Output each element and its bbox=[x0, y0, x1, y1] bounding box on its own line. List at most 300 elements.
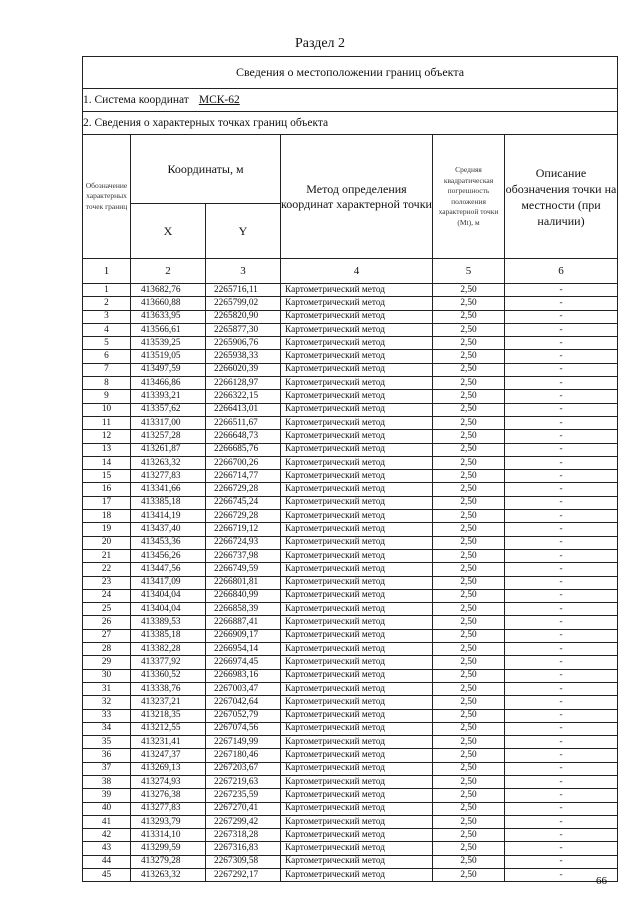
method: Картометрический метод bbox=[281, 603, 433, 616]
table-row bbox=[83, 829, 618, 842]
table-row bbox=[83, 337, 618, 350]
point-number: 43 bbox=[83, 842, 131, 855]
table-row bbox=[83, 775, 618, 788]
description-value: - bbox=[505, 536, 618, 549]
description-value: - bbox=[505, 403, 618, 416]
point-number: 9 bbox=[83, 390, 131, 403]
coord-y: 2266724,93 bbox=[206, 536, 281, 549]
coord-y: 2266128,97 bbox=[206, 377, 281, 390]
error-value: 2,50 bbox=[433, 363, 505, 376]
coord-y: 2266737,98 bbox=[206, 549, 281, 562]
coordinate-system-value: МСК-62 bbox=[198, 94, 240, 106]
coord-y: 2265906,76 bbox=[206, 337, 281, 350]
error-value: 2,50 bbox=[433, 536, 505, 549]
description-value: - bbox=[505, 669, 618, 682]
description-value: - bbox=[505, 682, 618, 695]
point-number: 27 bbox=[83, 629, 131, 642]
coord-x: 413357,62 bbox=[131, 403, 206, 416]
coord-x: 413263,32 bbox=[131, 456, 206, 469]
error-value: 2,50 bbox=[433, 616, 505, 629]
table-row bbox=[83, 310, 618, 323]
description-value: - bbox=[505, 523, 618, 536]
method: Картометрический метод bbox=[281, 802, 433, 815]
table-row bbox=[83, 297, 618, 310]
table-row bbox=[83, 430, 618, 443]
point-number: 33 bbox=[83, 709, 131, 722]
coord-y: 2267309,58 bbox=[206, 855, 281, 868]
description-value: - bbox=[505, 549, 618, 562]
coord-y: 2266858,39 bbox=[206, 603, 281, 616]
header-method: Метод определения координат характерной точки bbox=[281, 135, 433, 259]
method: Картометрический метод bbox=[281, 749, 433, 762]
coord-y: 2265820,90 bbox=[206, 310, 281, 323]
header-x: X bbox=[131, 204, 206, 259]
error-value: 2,50 bbox=[433, 643, 505, 656]
coord-x: 413263,32 bbox=[131, 869, 206, 882]
description-value: - bbox=[505, 456, 618, 469]
coord-y: 2266511,67 bbox=[206, 416, 281, 429]
error-value: 2,50 bbox=[433, 589, 505, 602]
coord-y: 2265799,02 bbox=[206, 297, 281, 310]
description-value: - bbox=[505, 775, 618, 788]
table-row bbox=[83, 390, 618, 403]
description-value: - bbox=[505, 323, 618, 336]
description-value: - bbox=[505, 390, 618, 403]
method: Картометрический метод bbox=[281, 629, 433, 642]
method: Картометрический метод bbox=[281, 563, 433, 576]
method: Картометрический метод bbox=[281, 669, 433, 682]
method: Картометрический метод bbox=[281, 323, 433, 336]
method: Картометрический метод bbox=[281, 789, 433, 802]
method: Картометрический метод bbox=[281, 736, 433, 749]
error-value: 2,50 bbox=[433, 669, 505, 682]
point-number: 41 bbox=[83, 815, 131, 828]
table-row bbox=[83, 470, 618, 483]
error-value: 2,50 bbox=[433, 656, 505, 669]
coord-y: 2267074,56 bbox=[206, 722, 281, 735]
point-number: 18 bbox=[83, 510, 131, 523]
description-value: - bbox=[505, 496, 618, 509]
coord-x: 413212,55 bbox=[131, 722, 206, 735]
method: Картометрический метод bbox=[281, 430, 433, 443]
coord-x: 413404,04 bbox=[131, 603, 206, 616]
header-coordinates: Координаты, м bbox=[131, 135, 281, 204]
table-row bbox=[83, 523, 618, 536]
method: Картометрический метод bbox=[281, 536, 433, 549]
header-error: Средняя квадратическая погрешность положения характерной точки (Mt), м bbox=[433, 135, 505, 259]
coord-x: 413237,21 bbox=[131, 696, 206, 709]
description-value: - bbox=[505, 589, 618, 602]
coord-x: 413497,59 bbox=[131, 363, 206, 376]
point-number: 32 bbox=[83, 696, 131, 709]
method: Картометрический метод bbox=[281, 842, 433, 855]
error-value: 2,50 bbox=[433, 815, 505, 828]
description-value: - bbox=[505, 510, 618, 523]
table-row bbox=[83, 815, 618, 828]
point-number: 31 bbox=[83, 682, 131, 695]
coord-y: 2266974,45 bbox=[206, 656, 281, 669]
description-value: - bbox=[505, 842, 618, 855]
table-row bbox=[83, 722, 618, 735]
coord-y: 2266729,28 bbox=[206, 483, 281, 496]
method: Картометрический метод bbox=[281, 855, 433, 868]
method: Картометрический метод bbox=[281, 775, 433, 788]
description-value: - bbox=[505, 563, 618, 576]
error-value: 2,50 bbox=[433, 829, 505, 842]
page-number: 66 bbox=[596, 875, 607, 887]
description-value: - bbox=[505, 616, 618, 629]
point-number: 38 bbox=[83, 775, 131, 788]
point-number: 16 bbox=[83, 483, 131, 496]
description-value: - bbox=[505, 629, 618, 642]
error-value: 2,50 bbox=[433, 510, 505, 523]
coord-y: 2266909,17 bbox=[206, 629, 281, 642]
table-row bbox=[83, 510, 618, 523]
error-value: 2,50 bbox=[433, 629, 505, 642]
table-row bbox=[83, 709, 618, 722]
column-number: 2 bbox=[131, 259, 206, 284]
coord-x: 413360,52 bbox=[131, 669, 206, 682]
table-row bbox=[83, 736, 618, 749]
method: Картометрический метод bbox=[281, 829, 433, 842]
coord-x: 413276,38 bbox=[131, 789, 206, 802]
error-value: 2,50 bbox=[433, 762, 505, 775]
error-value: 2,50 bbox=[433, 789, 505, 802]
description-value: - bbox=[505, 576, 618, 589]
point-number: 36 bbox=[83, 749, 131, 762]
method: Картометрический метод bbox=[281, 709, 433, 722]
method: Картометрический метод bbox=[281, 483, 433, 496]
table-row bbox=[83, 696, 618, 709]
error-value: 2,50 bbox=[433, 802, 505, 815]
coord-y: 2265938,33 bbox=[206, 350, 281, 363]
point-number: 20 bbox=[83, 536, 131, 549]
table-row bbox=[83, 284, 618, 297]
error-value: 2,50 bbox=[433, 390, 505, 403]
point-number: 30 bbox=[83, 669, 131, 682]
column-number: 5 bbox=[433, 259, 505, 284]
coord-y: 2266322,15 bbox=[206, 390, 281, 403]
table-row bbox=[83, 616, 618, 629]
coord-x: 413377,92 bbox=[131, 656, 206, 669]
table-row bbox=[83, 443, 618, 456]
point-number: 29 bbox=[83, 656, 131, 669]
method: Картометрический метод bbox=[281, 496, 433, 509]
point-number: 14 bbox=[83, 456, 131, 469]
description-value: - bbox=[505, 284, 618, 297]
coord-x: 413341,66 bbox=[131, 483, 206, 496]
method: Картометрический метод bbox=[281, 616, 433, 629]
table-row bbox=[83, 350, 618, 363]
point-number: 12 bbox=[83, 430, 131, 443]
error-value: 2,50 bbox=[433, 842, 505, 855]
description-value: - bbox=[505, 789, 618, 802]
coord-x: 413682,76 bbox=[131, 284, 206, 297]
error-value: 2,50 bbox=[433, 576, 505, 589]
method: Картометрический метод bbox=[281, 576, 433, 589]
coord-x: 413277,83 bbox=[131, 470, 206, 483]
table-row bbox=[83, 416, 618, 429]
column-number: 3 bbox=[206, 259, 281, 284]
method: Картометрический метод bbox=[281, 337, 433, 350]
coord-x: 413456,26 bbox=[131, 549, 206, 562]
coord-y: 2266020,39 bbox=[206, 363, 281, 376]
coord-y: 2267316,83 bbox=[206, 842, 281, 855]
description-value: - bbox=[505, 802, 618, 815]
coord-y: 2265716,11 bbox=[206, 284, 281, 297]
coord-x: 413519,05 bbox=[131, 350, 206, 363]
description-value: - bbox=[505, 829, 618, 842]
coord-x: 413660,88 bbox=[131, 297, 206, 310]
method: Картометрический метод bbox=[281, 403, 433, 416]
coord-x: 413257,28 bbox=[131, 430, 206, 443]
table-row bbox=[83, 762, 618, 775]
table-row bbox=[83, 629, 618, 642]
coord-y: 2267003,47 bbox=[206, 682, 281, 695]
point-number: 45 bbox=[83, 869, 131, 882]
point-number: 42 bbox=[83, 829, 131, 842]
method: Картометрический метод bbox=[281, 363, 433, 376]
coord-x: 413269,13 bbox=[131, 762, 206, 775]
method: Картометрический метод bbox=[281, 297, 433, 310]
column-number: 1 bbox=[83, 259, 131, 284]
point-number: 23 bbox=[83, 576, 131, 589]
point-number: 6 bbox=[83, 350, 131, 363]
coord-y: 2266719,12 bbox=[206, 523, 281, 536]
method: Картометрический метод bbox=[281, 762, 433, 775]
error-value: 2,50 bbox=[433, 709, 505, 722]
table-row bbox=[83, 669, 618, 682]
table-row bbox=[83, 403, 618, 416]
table-row bbox=[83, 682, 618, 695]
coord-x: 413277,83 bbox=[131, 802, 206, 815]
method: Картометрический метод bbox=[281, 456, 433, 469]
method: Картометрический метод bbox=[281, 643, 433, 656]
table-row bbox=[83, 789, 618, 802]
coord-x: 413414,19 bbox=[131, 510, 206, 523]
description-value: - bbox=[505, 709, 618, 722]
coord-y: 2267270,41 bbox=[206, 802, 281, 815]
error-value: 2,50 bbox=[433, 456, 505, 469]
table-row bbox=[83, 869, 618, 882]
point-number: 25 bbox=[83, 603, 131, 616]
method: Картометрический метод bbox=[281, 549, 433, 562]
coord-x: 413317,00 bbox=[131, 416, 206, 429]
point-number: 39 bbox=[83, 789, 131, 802]
description-value: - bbox=[505, 656, 618, 669]
coord-x: 413633,95 bbox=[131, 310, 206, 323]
table-row bbox=[83, 576, 618, 589]
error-value: 2,50 bbox=[433, 377, 505, 390]
description-value: - bbox=[505, 350, 618, 363]
description-value: - bbox=[505, 297, 618, 310]
error-value: 2,50 bbox=[433, 430, 505, 443]
points-heading: 2. Сведения о характерных точках границ объекта bbox=[83, 112, 618, 135]
method: Картометрический метод bbox=[281, 682, 433, 695]
description-value: - bbox=[505, 363, 618, 376]
table-row bbox=[83, 549, 618, 562]
point-number: 7 bbox=[83, 363, 131, 376]
description-value: - bbox=[505, 337, 618, 350]
point-number: 35 bbox=[83, 736, 131, 749]
error-value: 2,50 bbox=[433, 749, 505, 762]
error-value: 2,50 bbox=[433, 563, 505, 576]
error-value: 2,50 bbox=[433, 470, 505, 483]
description-value: - bbox=[505, 603, 618, 616]
method: Картометрический метод bbox=[281, 310, 433, 323]
description-value: - bbox=[505, 762, 618, 775]
point-number: 34 bbox=[83, 722, 131, 735]
coord-y: 2267299,42 bbox=[206, 815, 281, 828]
error-value: 2,50 bbox=[433, 416, 505, 429]
point-number: 40 bbox=[83, 802, 131, 815]
method: Картометрический метод bbox=[281, 869, 433, 882]
error-value: 2,50 bbox=[433, 855, 505, 868]
method: Картометрический метод bbox=[281, 656, 433, 669]
coord-y: 2267180,46 bbox=[206, 749, 281, 762]
coord-x: 413385,18 bbox=[131, 496, 206, 509]
coord-x: 413404,04 bbox=[131, 589, 206, 602]
coord-x: 413274,93 bbox=[131, 775, 206, 788]
error-value: 2,50 bbox=[433, 350, 505, 363]
description-value: - bbox=[505, 736, 618, 749]
coord-x: 413417,09 bbox=[131, 576, 206, 589]
coord-x: 413247,37 bbox=[131, 749, 206, 762]
table-row bbox=[83, 589, 618, 602]
error-value: 2,50 bbox=[433, 284, 505, 297]
description-value: - bbox=[505, 869, 618, 882]
error-value: 2,50 bbox=[433, 443, 505, 456]
table-row bbox=[83, 643, 618, 656]
coord-y: 2266983,16 bbox=[206, 669, 281, 682]
description-value: - bbox=[505, 470, 618, 483]
column-number: 4 bbox=[281, 259, 433, 284]
error-value: 2,50 bbox=[433, 696, 505, 709]
coord-y: 2266801,81 bbox=[206, 576, 281, 589]
header-designation: Обозначение характерных точек границ bbox=[83, 135, 131, 259]
error-value: 2,50 bbox=[433, 310, 505, 323]
method: Картометрический метод bbox=[281, 377, 433, 390]
table-row bbox=[83, 749, 618, 762]
table-row bbox=[83, 377, 618, 390]
description-value: - bbox=[505, 430, 618, 443]
coord-y: 2267292,17 bbox=[206, 869, 281, 882]
header-description: Описание обозначения точки на местности (при наличии) bbox=[505, 135, 618, 259]
coord-x: 413389,53 bbox=[131, 616, 206, 629]
coord-x: 413231,41 bbox=[131, 736, 206, 749]
description-value: - bbox=[505, 855, 618, 868]
point-number: 8 bbox=[83, 377, 131, 390]
point-number: 26 bbox=[83, 616, 131, 629]
coord-x: 413338,76 bbox=[131, 682, 206, 695]
table-caption: Сведения о местоположении границ объекта bbox=[83, 57, 618, 89]
coord-x: 413447,56 bbox=[131, 563, 206, 576]
coord-x: 413539,25 bbox=[131, 337, 206, 350]
coord-x: 413293,79 bbox=[131, 815, 206, 828]
coord-y: 2266685,76 bbox=[206, 443, 281, 456]
coord-y: 2266954,14 bbox=[206, 643, 281, 656]
point-number: 28 bbox=[83, 643, 131, 656]
column-numbers-row bbox=[83, 259, 618, 284]
coord-y: 2267042,64 bbox=[206, 696, 281, 709]
error-value: 2,50 bbox=[433, 722, 505, 735]
method: Картометрический метод bbox=[281, 696, 433, 709]
method: Картометрический метод bbox=[281, 815, 433, 828]
point-number: 22 bbox=[83, 563, 131, 576]
coord-x: 413466,86 bbox=[131, 377, 206, 390]
error-value: 2,50 bbox=[433, 403, 505, 416]
coord-x: 413279,28 bbox=[131, 855, 206, 868]
column-number: 6 bbox=[505, 259, 618, 284]
description-value: - bbox=[505, 377, 618, 390]
coord-y: 2267052,79 bbox=[206, 709, 281, 722]
table-row bbox=[83, 496, 618, 509]
table-row bbox=[83, 563, 618, 576]
section-title: Раздел 2 bbox=[294, 36, 346, 51]
coord-y: 2266887,41 bbox=[206, 616, 281, 629]
method: Картометрический метод bbox=[281, 390, 433, 403]
description-value: - bbox=[505, 722, 618, 735]
coord-y: 2267203,67 bbox=[206, 762, 281, 775]
method: Картометрический метод bbox=[281, 416, 433, 429]
description-value: - bbox=[505, 696, 618, 709]
table-row bbox=[83, 363, 618, 376]
coordinate-system-label: 1. Система координат bbox=[83, 94, 189, 106]
point-number: 44 bbox=[83, 855, 131, 868]
coord-y: 2266749,59 bbox=[206, 563, 281, 576]
table-row bbox=[83, 603, 618, 616]
table-row bbox=[83, 483, 618, 496]
coord-y: 2266745,24 bbox=[206, 496, 281, 509]
point-number: 11 bbox=[83, 416, 131, 429]
coord-x: 413566,61 bbox=[131, 323, 206, 336]
method: Картометрический метод bbox=[281, 350, 433, 363]
coord-y: 2266840,99 bbox=[206, 589, 281, 602]
error-value: 2,50 bbox=[433, 483, 505, 496]
error-value: 2,50 bbox=[433, 775, 505, 788]
error-value: 2,50 bbox=[433, 523, 505, 536]
coord-x: 413314,10 bbox=[131, 829, 206, 842]
table-row bbox=[83, 456, 618, 469]
table-row bbox=[83, 536, 618, 549]
coord-y: 2267318,28 bbox=[206, 829, 281, 842]
description-value: - bbox=[505, 643, 618, 656]
coord-y: 2267235,59 bbox=[206, 789, 281, 802]
error-value: 2,50 bbox=[433, 682, 505, 695]
point-number: 1 bbox=[83, 284, 131, 297]
method: Картометрический метод bbox=[281, 589, 433, 602]
point-number: 24 bbox=[83, 589, 131, 602]
coord-y: 2266729,28 bbox=[206, 510, 281, 523]
coord-x: 413437,40 bbox=[131, 523, 206, 536]
point-number: 17 bbox=[83, 496, 131, 509]
coord-x: 413385,18 bbox=[131, 629, 206, 642]
coord-x: 413218,35 bbox=[131, 709, 206, 722]
error-value: 2,50 bbox=[433, 323, 505, 336]
boundary-points-table bbox=[82, 56, 618, 882]
point-number: 3 bbox=[83, 310, 131, 323]
method: Картометрический метод bbox=[281, 284, 433, 297]
point-number: 4 bbox=[83, 323, 131, 336]
point-number: 13 bbox=[83, 443, 131, 456]
coord-x: 413299,59 bbox=[131, 842, 206, 855]
coord-y: 2265877,30 bbox=[206, 323, 281, 336]
point-number: 15 bbox=[83, 470, 131, 483]
header-y: Y bbox=[206, 204, 281, 259]
coord-y: 2266648,73 bbox=[206, 430, 281, 443]
error-value: 2,50 bbox=[433, 496, 505, 509]
point-number: 5 bbox=[83, 337, 131, 350]
